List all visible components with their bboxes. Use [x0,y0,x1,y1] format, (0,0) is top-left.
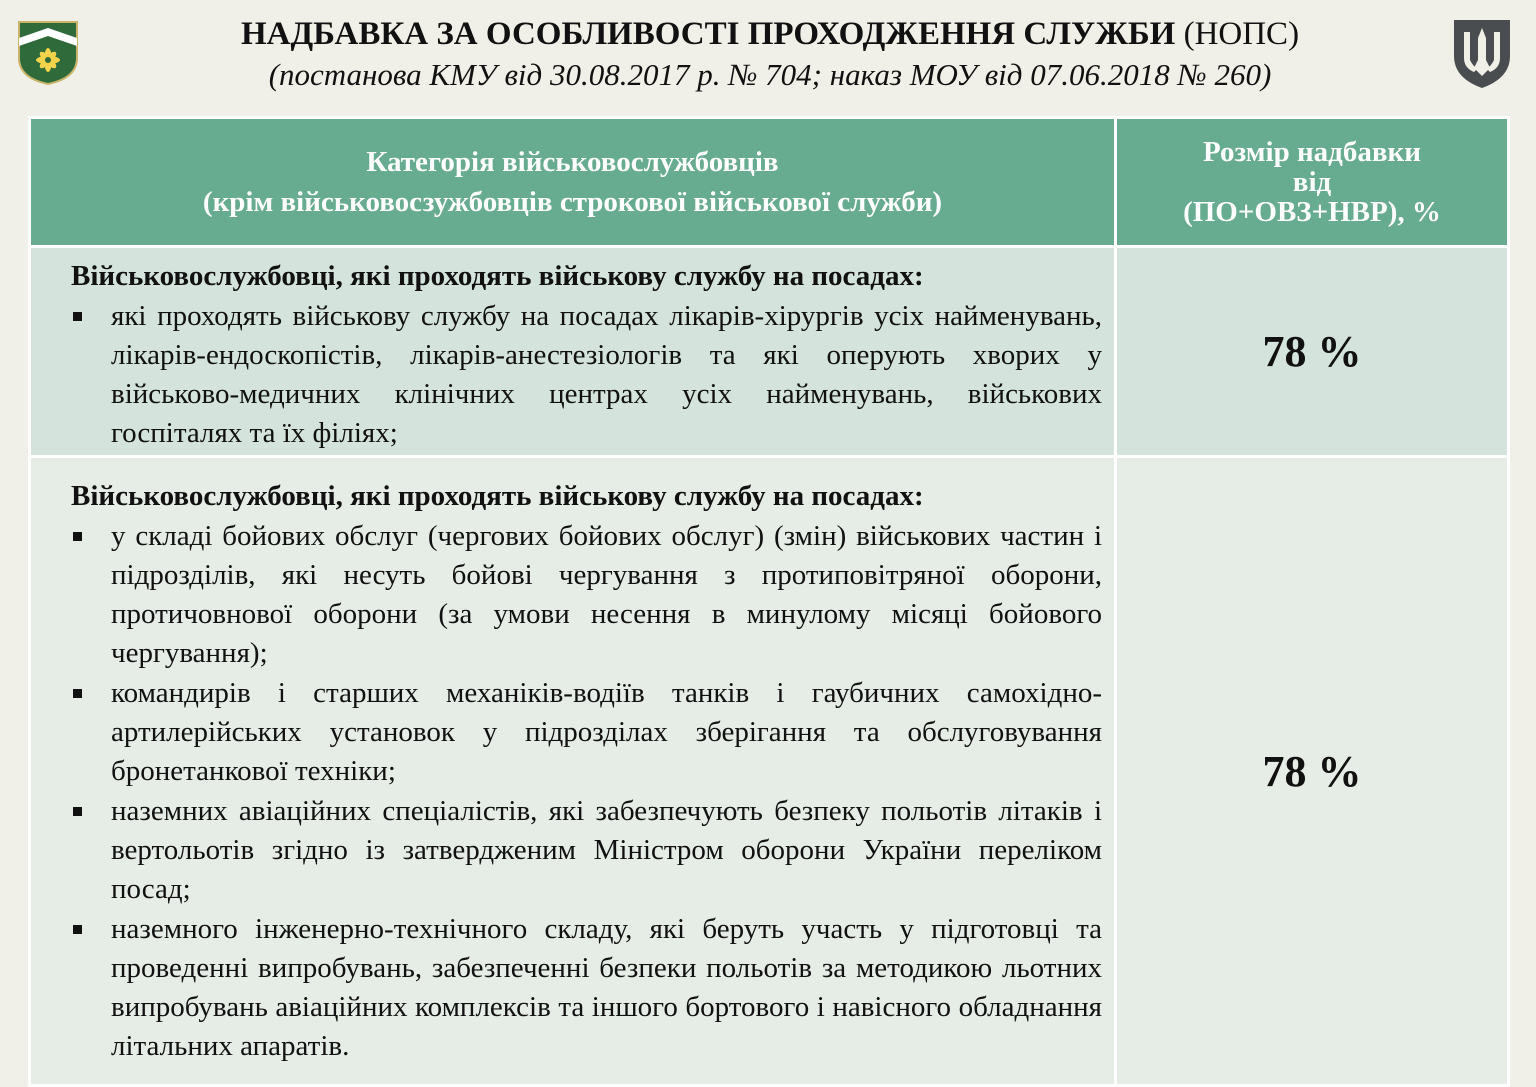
allowance-table [28,116,1510,1087]
list-item: командирів і старших механіків-водіїв танків і гаубичних самохідно-артилерійських установок у підрозділах зберігання та обслуговування бронетанкової техніки; [71,674,1102,792]
category-header-line2: (крім військовосзужбовців строкової військової служби) [202,186,943,218]
title-abbr: (НОПС) [1183,16,1300,52]
amount-cell: 78 % [1116,457,1509,1086]
title-bold: НАДБАВКА ЗА ОСОБЛИВОСТІ ПРОХОДЖЕННЯ СЛУЖБИ [240,16,1176,52]
category-cell [30,247,1116,457]
category-heading: Військовослужбовці, які проходять військову службу на посадах: [71,260,924,293]
page-title [0,14,1536,54]
amount-header-line2: від [1292,166,1332,198]
list-item: наземних авіаційних спеціалістів, які забезпечують безпеку польотів літаків і вертольотів згідно із затвердженим Міністром оборони України переліком посад; [71,792,1102,910]
category-cell [30,457,1116,1086]
list-item: у складі бойових обслуг (чергових бойових обслуг) (змін) військових частин і підрозділів, які несуть бойові чергування з протиповітряної оборони, протичовнової оборони (за умови несення в минулому місяці бойового чергування); [71,517,1102,674]
trident-shield-icon [1450,16,1514,90]
list-item: які проходять військову службу на посадах лікарів-хірургів усіх найменувань, лікарів-ендоскопістів, лікарів-анестезіологів та які оперують хворих у військово-медичних клінічних центрах усіх найменувань, військових госпіталях та їх філіях; [71,297,1102,454]
category-header-line1: Категорія військовослужбовців [366,146,779,178]
amount-header-line3: (ПО+ОВЗ+НВР), % [1183,196,1441,228]
table-header-row [30,118,1509,247]
list-item: наземного інженерно-технічного складу, які беруть участь у підготовці та проведенні випробувань, забезпеченні безпеки польотів за методикою льотних випробувань авіаційних комплексів та іншого бортового і навісного обладнання літальних апаратів. [71,910,1102,1067]
category-column-header [30,118,1116,247]
table-row [30,457,1509,1086]
category-heading: Військовослужбовці, які проходять військову службу на посадах: [71,480,924,513]
amount-cell: 78 % [1116,247,1509,457]
page-subtitle: (постанова КМУ від 30.08.2017 р. № 704; наказ МОУ від 07.06.2018 № 260) [268,57,1272,92]
amount-column-header [1116,118,1509,247]
amount-header-line1: Розмір надбавки [1203,136,1421,168]
slide-header [0,0,1536,110]
table-row [30,247,1509,457]
